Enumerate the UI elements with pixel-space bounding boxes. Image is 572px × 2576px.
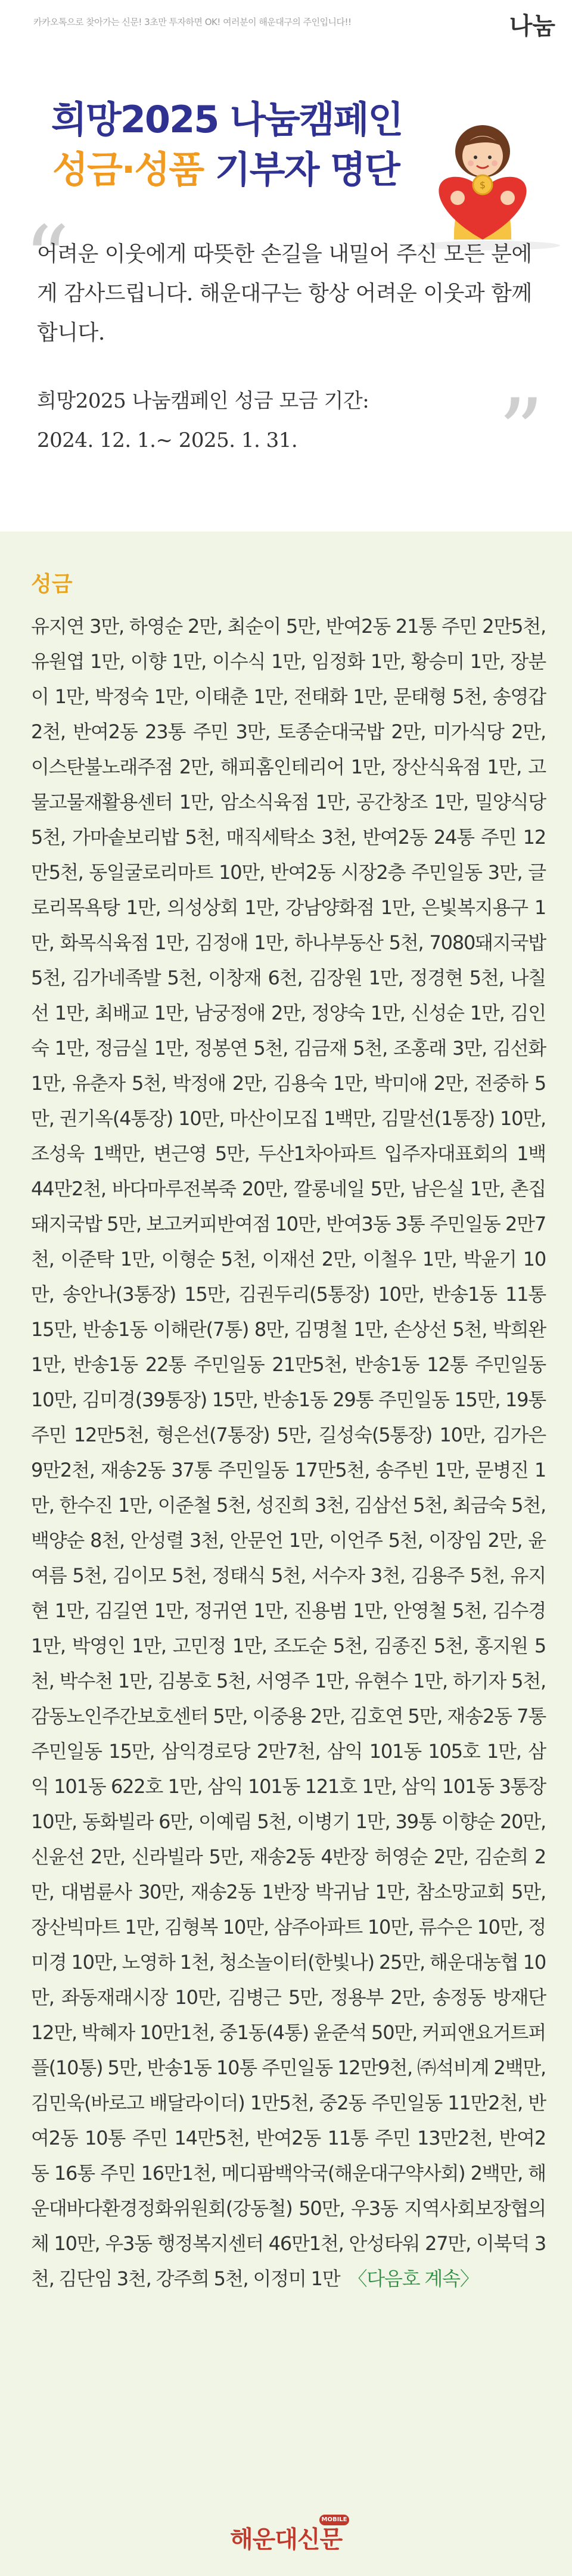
period-label: 희망2025 나눔캠페인 성금 모금 기간:	[37, 389, 369, 413]
top-bar	[0, 0, 572, 49]
donor-names: 유지연 3만, 하영순 2만, 최순이 5만, 반여2동 21통 주민 2만5천, 유원엽 1만, 이향 1만, 이수식 1만, 임정화 1만, 황승미 1만, 장분이 1만, 박정숙 1만, 이태춘 1만, 전태화 1만, 문태형 5천, 송영갑 2천, 반여2동 23통 주민 3만, 토종순대국밥 2만, 미가식당 2만, 이스탄불노래주점 2만, 해피홈인테리어 1만, 장산식육점 1만, 고물고물재활용센터 1만, 암소식육점 1만, 공간창조 1만, 밀양식당 5천, 가마솥보리밥 5천, 매직세탁소 3천, 반여2동 24통 주민 12만5천, 동일굴로리마트 10만, 반여2동 시장2층 주민일동 3만, 글로리목욕탕 1만, 의성상회 1만, 강남양화점 1만, 은빛복지용구 1만, 화목식육점 1만, 김정애 1만, 하나부동산 5천, 7080돼지국밥 5천, 김가네족발 5천, 이창재 6천, 김장원 1만, 정경현 5천, 나칠선 1만, 최배교 1만, 남궁정애 2만, 정양숙 1만, 신성순 1만, 김인숙 1만, 정금실 1만, 정봉연 5천, 김금재 5천, 조홍래 3만, 김선화 1만, 유춘자 5천, 박정애 2만, 김용숙 1만, 박미애 2만, 전중하 5만, 권기옥(4통장) 10만, 마산이모집 1백만, 김말선(1통장) 10만, 조성욱 1백만, 변근영 5만, 두산1차아파트 입주자대표회의 1백44만2천, 바다마루전복죽 20만, 깔롱네일 5만, 남은실 1만, 촌집돼지국밥 5만, 보고커피반여점 10만, 반여3동 3통 주민일동 2만7천, 이준탁 1만, 이형순 5천, 이재선 2만, 이철우 1만, 박윤기 10만, 송안나(3통장) 15만, 김권두리(5통장) 10만, 반송1동 11통 15만, 반송1동 이해란(7통) 8만, 김명철 1만, 손상선 5천, 박희완 1만, 반송1동 22통 주민일동 21만5천, 반송1동 12통 주민일동 10만, 김미경(39통장) 15만, 반송1동 29통 주민일동 15만, 19통 주민 12만5천, 형은선(7통장) 5만, 길성숙(5통장) 10만, 김가은 9만2천, 재송2동 37통 주민일동 17만5천, 송주빈 1만, 문병진 1만, 한수진 1만, 이준철 5천, 성진희 3천, 김삼선 5천, 최금숙 5천, 백양순 8천, 안성렬 3천, 안문언 1만, 이언주 5천, 이장임 2만, 윤여름 5천, 김이모 5천, 정태식 5천, 서수자 3천, 김용주 5천, 유지현 1만, 김길연 1만, 정귀연 1만, 진용범 1만, 안영철 5천, 김수경 1만, 박영인 1만, 고민정 1만, 조도순 5천, 김종진 5천, 홍지원 5천, 박수천 1만, 김봉호 5천, 서영주 1만, 유현수 1만, 하기자 5천, 감동노인주간보호센터 5만, 이중용 2만, 김호연 5만, 재송2동 7통 주민일동 15만, 삼익경로당 2만7천, 삼익 101동 105호 1만, 삼익 101동 622호 1만, 삼익 101동 121호 1만, 삼익 101동 3통장 10만, 동화빌라 6만, 이예림 5천, 이병기 1만, 39통 이향순 20만, 신윤선 2만, 신라빌라 5만, 재송2동 4반장 허영순 2만, 김순희 2만, 대범륜사 30만, 재송2동 1반장 박귀남 1만, 참소망교회 5만, 장산빅마트 1만, 김형복 10만, 삼주아파트 10만, 류수은 10만, 정미경 10만, 노영하 1천, 청소놀이터(한빛나) 25만, 해운대농협 10만, 좌동재래시장 10만, 김병근 5만, 정용부 2만, 송정동 방재단 12만, 박혜자 10만1천, 중1동(4통) 윤준석 50만, 커피앤요거트퍼플(10통) 5만, 반송1동 10통 주민일동 12만9천, ㈜석비계 2백만, 김민욱(바로고 배달라이더) 1만5천, 중2동 주민일동 11만2천, 반여2동 10통 주민 14만5천, 반여2동 11통 주민 13만2천, 반여2동 16통 주민 16만1천, 메디팜백악국(해운대구약사회) 2백만, 해운대바다환경정화위원회(강동철) 50만, 우3동 지역사회보장협의체 10만, 우3동 행정복지센터 46만1천, 안성타워 27만, 이북덕 3천, 김단임 3천, 강주희 5천, 이정미 1만	[31, 615, 546, 2290]
donor-list-box	[0, 532, 572, 2576]
quote-open-icon: “	[24, 207, 70, 311]
header-caption: 카카오톡으로 찾아가는 신문! 3초만 투자하면 OK! 여러분이 해운대구의 주인입니다!!	[33, 17, 352, 27]
hero-banner	[0, 49, 572, 192]
donor-heading: 성금	[31, 572, 73, 596]
period-dates: 2024. 12. 1.~ 2025. 1. 31.	[37, 428, 298, 452]
hero-title-line1: 희망2025 나눔캠페인	[51, 98, 403, 141]
continue-label: 〈다음호 계속〉	[348, 2267, 478, 2290]
donor-list	[31, 609, 546, 2297]
hero-title-line2	[52, 148, 399, 191]
newspaper-logo	[230, 2515, 361, 2556]
hero-title-rest: 기부자 명단	[203, 148, 399, 191]
collection-period	[37, 381, 490, 460]
logo-badge: MOBILE	[319, 2515, 349, 2525]
hero-title-accent: 성금·성품	[52, 148, 204, 191]
intro-message: 어려운 이웃에게 따뜻한 손길을 내밀어 주신 모든 분에게 감사드립니다. 해운대구는 항상 어려운 이웃과 함께 합니다.	[37, 242, 532, 345]
svg-text:$: $	[479, 179, 486, 191]
logo-text: 해운대신문	[230, 2525, 343, 2553]
section-tag: 나눔	[509, 13, 555, 40]
quote-close-icon: ”	[498, 380, 544, 484]
donation-heart-illustration-icon	[393, 120, 572, 251]
